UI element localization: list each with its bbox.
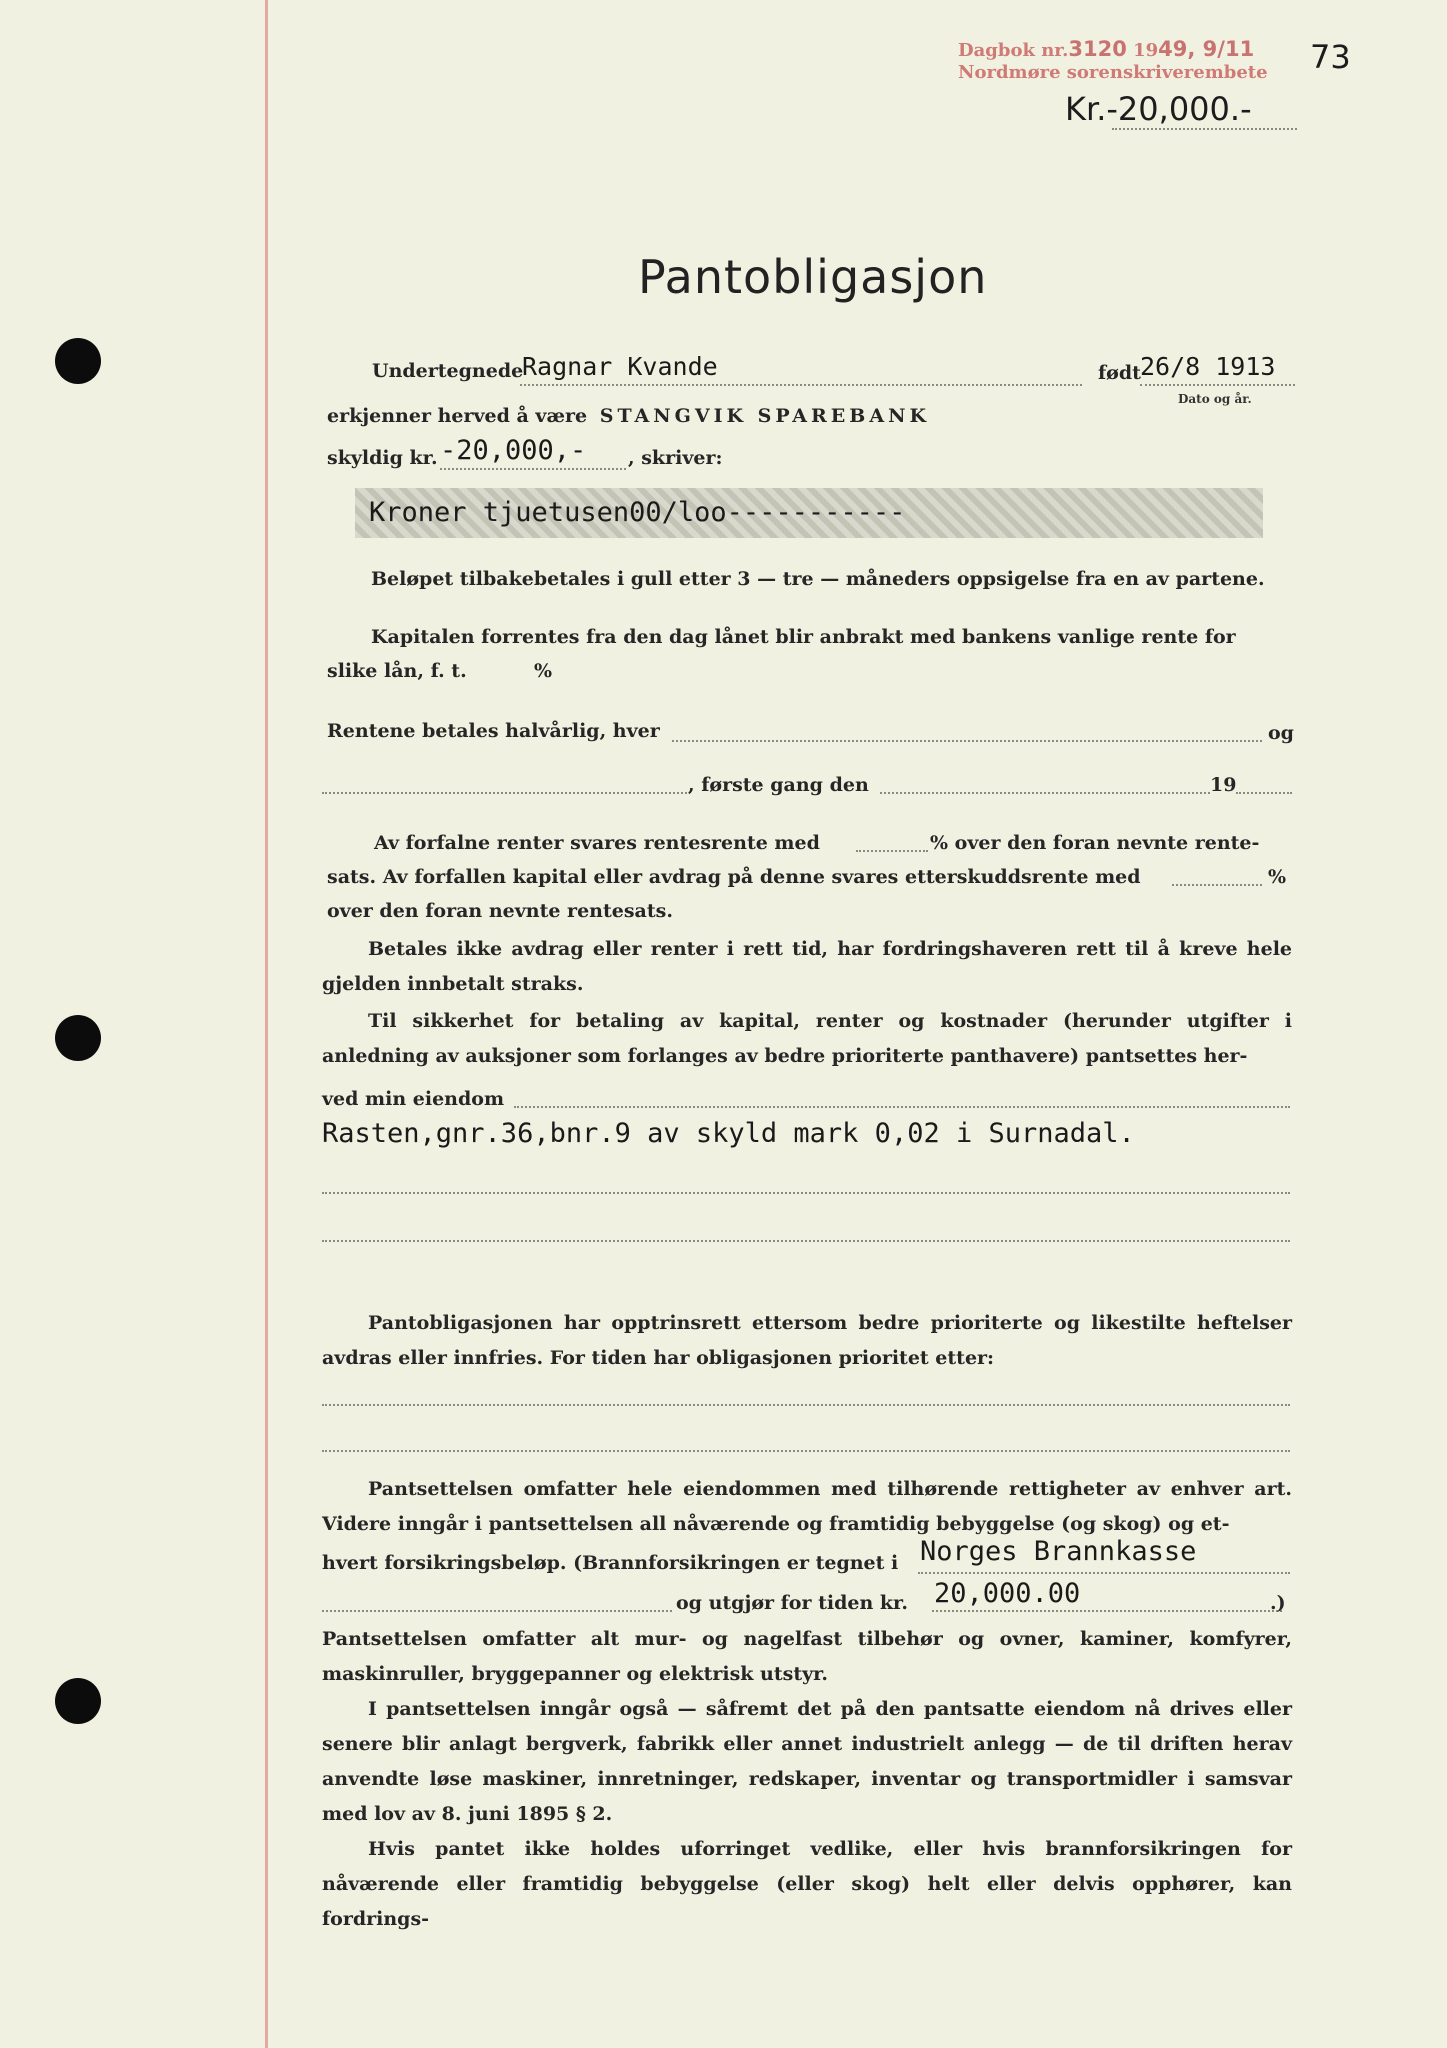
security-text-2: ved min eiendom (322, 1088, 505, 1110)
name-line (520, 384, 1082, 386)
stamp-date: 49, 9/11 (1158, 37, 1255, 61)
born-date: 26/8 1913 (1140, 352, 1276, 381)
utgjor-text: og utgjør for tiden kr. (676, 1592, 908, 1614)
owe-amount: -20,000,- (440, 435, 587, 466)
born-label: født (1098, 362, 1141, 384)
year-prefix: 19 (1210, 774, 1237, 796)
interest-percent: % (534, 660, 553, 682)
security-paragraph: Til sikkerhet for betaling av kapital, renter og kostnader (herunder utgifter i anledning av auksjoner som forlanges av bedre prioriterte panthavere) pantsettes her- (322, 1010, 1292, 1067)
margin-line (265, 0, 268, 2048)
page-title: Pantobligasjon (638, 250, 988, 304)
owe-prefix: skyldig kr. (327, 447, 438, 469)
utgjor-lead-line (322, 1610, 672, 1612)
rentene-text: Rentene betales halvårlig, hver (327, 720, 660, 742)
binder-hole-3 (55, 1678, 101, 1724)
insurer-line (918, 1572, 1290, 1574)
rentene-line (672, 740, 1262, 742)
priority-line-2 (322, 1450, 1290, 1452)
dato-label: Dato og år. (1178, 392, 1252, 406)
forste-text: , første gang den (688, 774, 869, 796)
close-paren: .) (1270, 1592, 1286, 1614)
insured-amount: 20,000.00 (934, 1578, 1081, 1609)
default-text-3: over den foran nevnte rentesats. (327, 900, 673, 922)
undertegnede-label: Undertegnede (372, 360, 524, 382)
insured-amount-line (932, 1610, 1282, 1612)
interest-text-2: slike lån, f. t. (327, 660, 467, 682)
amount-words-field (355, 488, 1263, 538)
default-text-2: sats. Av forfallen kapital eller avdrag på denne svares etterskuddsrente med (327, 866, 1141, 888)
rentesrente-line (856, 850, 928, 852)
priority-line-1 (322, 1404, 1290, 1406)
binder-hole-2 (55, 1015, 101, 1061)
stamp-office: Nordmøre sorenskriverembete (958, 62, 1268, 83)
acknowledge-line (327, 405, 930, 427)
stamp-year: 19 (1133, 40, 1159, 61)
stamp-label: Dagbok nr. (958, 40, 1069, 61)
registry-stamp (958, 38, 1268, 84)
stamp-number: 3120 (1068, 37, 1127, 61)
coverage-paragraph-2: Pantsettelsen omfatter alt mur- og nagelfast tilbehør og ovner, kaminer, komfyrer, maskinruller, bryggepanner og elektrisk utstyr. (322, 1628, 1292, 1685)
betales-paragraph: Betales ikke avdrag eller renter i rett tid, har fordringshaveren rett til å kreve hele gjelden innbetalt straks. (322, 938, 1292, 995)
debtor-name: Ragnar Kvande (522, 352, 718, 381)
property-line-3 (322, 1240, 1290, 1242)
coverage-paragraph-1: Pantsettelsen omfatter hele eiendommen med tilhørende rettigheter av enhver art. Videre inngår i pantsettelsen all nåværende og framtidig bebyggelse (og skog) og et- (322, 1478, 1292, 1535)
default-text-1: Av forfalne renter svares rentesrente med (374, 832, 820, 854)
owe-line (440, 468, 626, 470)
property-line-1 (514, 1106, 1290, 1108)
page-number: 73 (1310, 38, 1351, 76)
amount-words: Kroner tjuetusen00/loo----------- (369, 497, 906, 528)
acknowledge-prefix: erkjenner herved å være (327, 405, 588, 427)
bank-name: STANGVIK SPAREBANK (599, 405, 930, 427)
coverage-paragraph-3: I pantsettelsen inngår også — såfremt det på den pantsatte eiendom nå drives eller senere blir anlagt bergverk, fabrikk eller annet industrielt anlegg — de til driften herav anvendte løse maskiner, innretninger, redskaper, inventar og transportmidler i samsvar med lov av 8. juni 1895 § 2. (322, 1698, 1292, 1825)
og-text: og (1268, 722, 1294, 744)
interest-text: Kapitalen forrentes fra den dag lånet blir anbrakt med bankens vanlige rente for (371, 626, 1236, 648)
header-amount: Kr.-20,000.- (1065, 90, 1252, 128)
owe-suffix: , skriver: (628, 447, 723, 469)
year-line (1236, 792, 1292, 794)
coverage-paragraph-4: Hvis pantet ikke holdes uforringet vedlike, eller hvis brannforsikringen for nåværende eller framtidig bebyggelse (eller skog) helt eller delvis opphører, kan fordrings- (322, 1838, 1292, 1930)
priority-paragraph: Pantobligasjonen har opptrinsrett ettersom bedre prioriterte og likestilte heftelser avdras eller innfries. For tiden har obligasjonen prioritet etter: (322, 1312, 1292, 1369)
etterskudd-line (1172, 884, 1262, 886)
binder-hole-1 (55, 338, 101, 384)
property-line-2 (322, 1192, 1290, 1194)
born-line (1140, 384, 1295, 386)
default-percent: % (1268, 866, 1287, 888)
default-text-1b: % over den foran nevnte rente- (930, 832, 1260, 854)
repay-text: Beløpet tilbakebetales i gull etter 3 — tre — måneders oppsigelse fra en av partene. (371, 568, 1265, 590)
amount-line (1112, 128, 1297, 130)
first-date-line (322, 792, 687, 794)
property-description: Rasten,gnr.36,bnr.9 av skyld mark 0,02 i Surnadal. (322, 1118, 1135, 1149)
forste-line (880, 792, 1210, 794)
coverage-p1-last: hvert forsikringsbeløp. (Brannforsikringen er tegnet i (322, 1552, 899, 1574)
insurer-name: Norges Brannkasse (920, 1536, 1197, 1567)
